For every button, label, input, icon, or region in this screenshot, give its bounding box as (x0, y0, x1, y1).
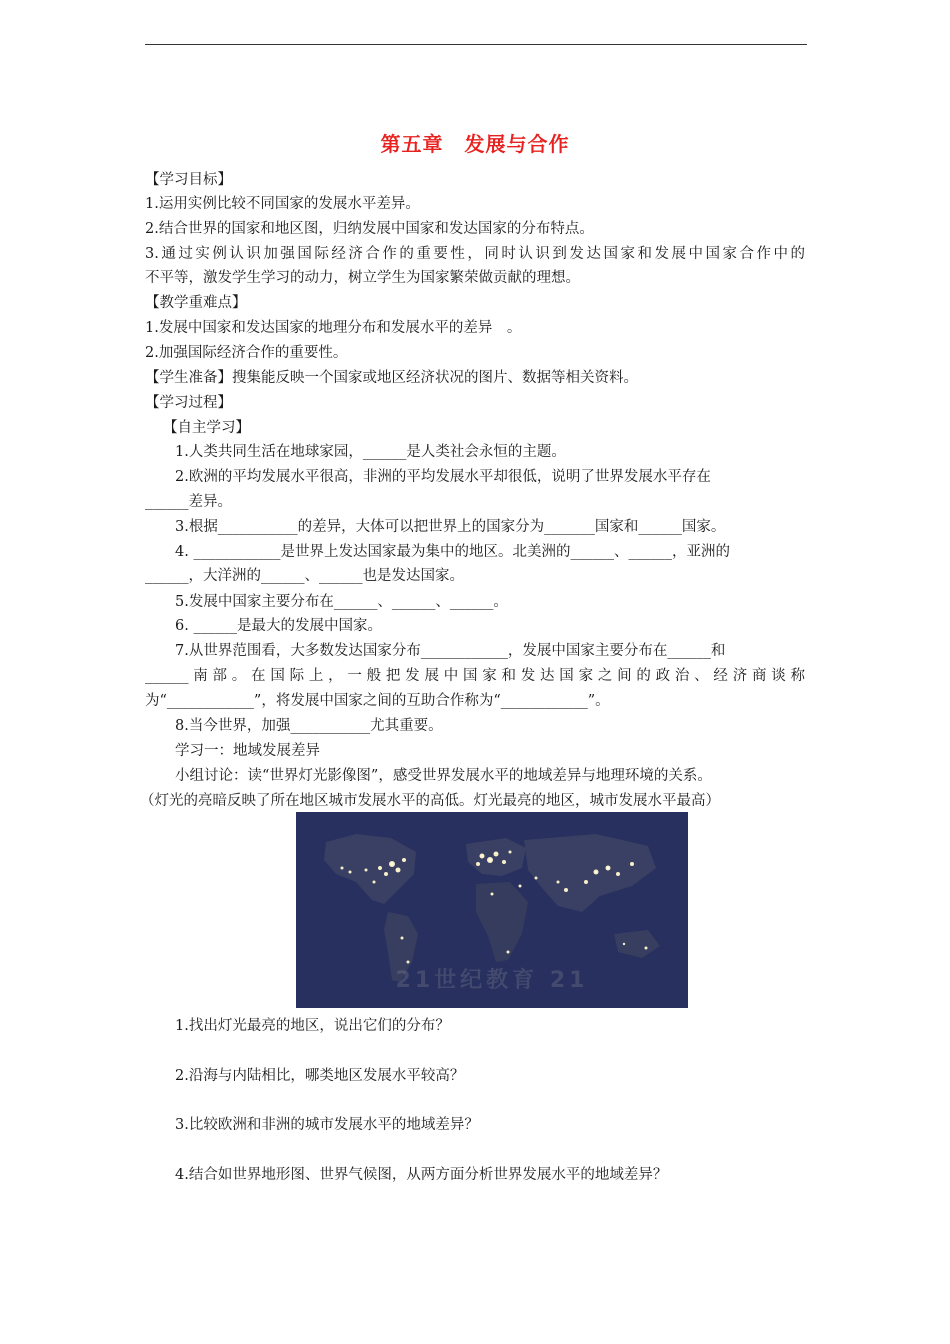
fill-line-3: 3.根据___________的差异，大体可以把世界上的国家分为_______国家和______国家。 (175, 519, 726, 535)
fill-line-7: 7.从世界范围看，大多数发达国家分布____________，发展中国家主要分布在______和 (175, 643, 726, 659)
objective-1: 1.运用实例比较不同国家的发展水平差异。 (145, 196, 420, 212)
fill-line-4: 4. ____________是世界上发达国家最为集中的地区。北美洲的______、______，亚洲的 (175, 544, 730, 560)
fill-line-2-cont: ______差异。 (145, 494, 232, 510)
objective-3-cont: 不平等，激发学生学习的动力，树立学生为国家繁荣做贡献的理想。 (145, 270, 580, 286)
page-title: 第五章 发展与合作 (380, 132, 570, 156)
fill-line-6: 6. ______是最大的发展中国家。 (175, 618, 382, 634)
fill-line-7-end: 为“____________”，将发展中国家之间的互助合作称为“____________”。 (145, 693, 610, 709)
objective-2: 2.结合世界的国家和地区图，归纳发展中国家和发达国家的分布特点。 (145, 221, 594, 237)
question-1: 1.找出灯光最亮的地区，说出它们的分布？ (175, 1018, 450, 1034)
key-point-2: 2.加强国际经济合作的重要性。 (145, 345, 348, 361)
discussion-line-1: 小组讨论：读“世界灯光影像图”，感受世界发展水平的地域差异与地理环境的关系。 (175, 768, 712, 784)
fill-line-4-cont: ______，大洋洲的______、______也是发达国家。 (145, 568, 464, 584)
objective-3: 3.通过实例认识加强国际经济合作的重要性，同时认识到发达国家和发展中国家合作中的 (145, 246, 805, 262)
fill-line-7-cont: ______南部。在国际上，一般把发展中国家和发达国家之间的政治、经济商谈称 (145, 668, 805, 684)
fill-line-8: 8.当今世界，加强___________尤其重要。 (175, 718, 443, 734)
section-one-heading: 学习一：地域发展差异 (175, 743, 320, 759)
fill-line-2: 2.欧洲的平均发展水平很高，非洲的平均发展水平却很低，说明了世界发展水平存在 (175, 469, 711, 485)
world-night-lights-image (296, 812, 688, 1008)
question-4: 4.结合如世界地形图、世界气候图，从两方面分析世界发展水平的地域差异？ (175, 1167, 668, 1183)
fill-line-5: 5.发展中国家主要分布在______、______、______。 (175, 594, 508, 610)
header-rule (145, 44, 807, 45)
question-3: 3.比较欧洲和非洲的城市发展水平的地域差异？ (175, 1117, 479, 1133)
fill-line-1: 1.人类共同生活在地球家园，______是人类社会永恒的主题。 (175, 444, 566, 460)
objectives-heading: 【学习目标】 (145, 172, 232, 188)
image-watermark: 21世纪教育 21 (395, 968, 589, 993)
discussion-line-2: （灯光的亮暗反映了所在地区城市发展水平的高低。灯光最亮的地区，城市发展水平最高） (140, 793, 720, 809)
key-point-1: 1.发展中国家和发达国家的地理分布和发展水平的差异 。 (145, 320, 522, 336)
student-prep: 【学生准备】搜集能反映一个国家或地区经济状况的图片、数据等相关资料。 (145, 370, 638, 386)
question-2: 2.沿海与内陆相比，哪类地区发展水平较高？ (175, 1068, 465, 1084)
process-heading: 【学习过程】 (145, 395, 232, 411)
self-study-heading: 【自主学习】 (163, 420, 250, 436)
key-points-heading: 【教学重难点】 (145, 295, 247, 311)
